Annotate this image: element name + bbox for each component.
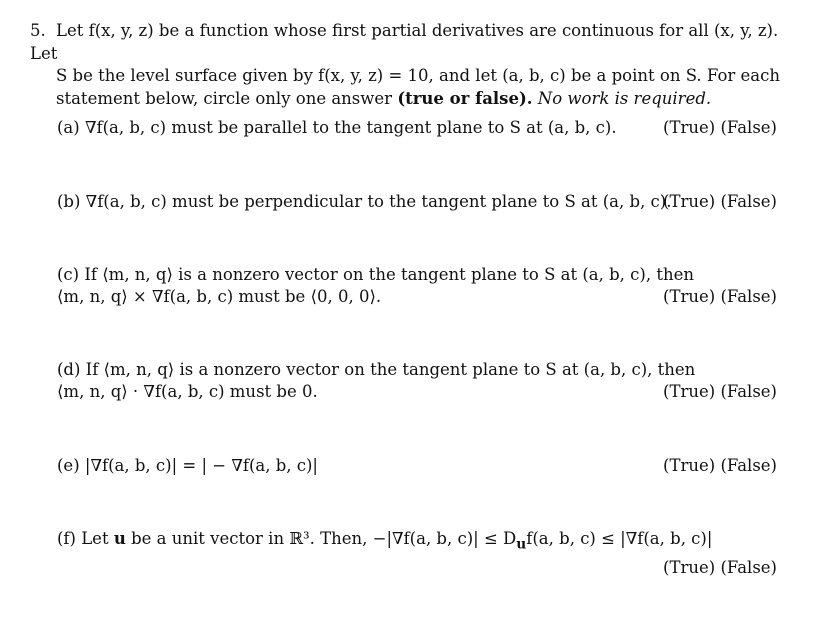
item-e	[57, 455, 777, 477]
item-e-options	[663, 455, 777, 477]
item-f-false[interactable]: (False)	[720, 558, 777, 577]
item-b-false[interactable]: (False)	[720, 192, 777, 211]
item-a	[57, 117, 777, 139]
item-f-prefix: (f) Let	[57, 529, 109, 548]
item-d-line-2: ⟨m, n, q⟩ · ∇f(a, b, c) must be 0.	[57, 382, 318, 401]
item-d-false[interactable]: (False)	[720, 382, 777, 401]
item-e-true[interactable]: (True)	[663, 456, 716, 475]
item-c-line-2: ⟨m, n, q⟩ × ∇f(a, b, c) must be ⟨0, 0, 0⟩.	[57, 287, 382, 306]
item-b	[57, 191, 777, 213]
item-c-line-1: (c) If ⟨m, n, q⟩ is a nonzero vector on the tangent plane to S at (a, b, c), then	[57, 265, 694, 284]
item-f-bold-u: u	[113, 529, 126, 548]
problem-number: 5.	[30, 21, 46, 40]
item-a-options	[663, 117, 777, 139]
item-a-false[interactable]: (False)	[720, 118, 777, 137]
item-f-line-1	[57, 528, 777, 555]
item-d	[57, 359, 777, 403]
item-c-true[interactable]: (True)	[663, 287, 716, 306]
problem-line-3-prefix: statement below, circle only one answer	[56, 88, 393, 108]
item-f-true[interactable]: (True)	[663, 558, 716, 577]
item-c-false[interactable]: (False)	[720, 287, 777, 306]
problem-line-3-italic: No work is required.	[537, 88, 712, 108]
problem-line-1: Let f(x, y, z) be a function whose first partial derivatives are continuous for all (x, y, z). Let	[30, 21, 779, 63]
item-d-options	[663, 381, 777, 403]
item-e-text: (e) |∇f(a, b, c)| = | − ∇f(a, b, c)|	[57, 456, 318, 475]
problem-statement	[30, 20, 782, 110]
item-a-text: (a) ∇f(a, b, c) must be parallel to the tangent plane to S at (a, b, c).	[57, 118, 617, 137]
item-f	[57, 528, 777, 577]
item-f-sub-u: u	[516, 536, 527, 553]
item-d-line-1: (d) If ⟨m, n, q⟩ is a nonzero vector on the tangent plane to S at (a, b, c), then	[57, 360, 696, 379]
item-d-true[interactable]: (True)	[663, 382, 716, 401]
item-f-middle: be a unit vector in ℝ³. Then, −|∇f(a, b, c)| ≤ D	[131, 529, 517, 548]
item-e-false[interactable]: (False)	[720, 456, 777, 475]
item-b-options	[663, 191, 777, 213]
item-a-true[interactable]: (True)	[663, 118, 716, 137]
item-b-text: (b) ∇f(a, b, c) must be perpendicular to the tangent plane to S at (a, b, c).	[57, 192, 672, 211]
item-b-true[interactable]: (True)	[663, 192, 716, 211]
problem-line-2: S be the level surface given by f(x, y, z) = 10, and let (a, b, c) be a point on S. For each	[56, 66, 780, 85]
item-c	[57, 264, 777, 308]
item-f-options	[663, 557, 777, 579]
item-c-options	[663, 286, 777, 308]
problem-line-3-bold: (true or false).	[397, 88, 533, 108]
item-f-suffix: f(a, b, c) ≤ |∇f(a, b, c)|	[526, 529, 713, 548]
